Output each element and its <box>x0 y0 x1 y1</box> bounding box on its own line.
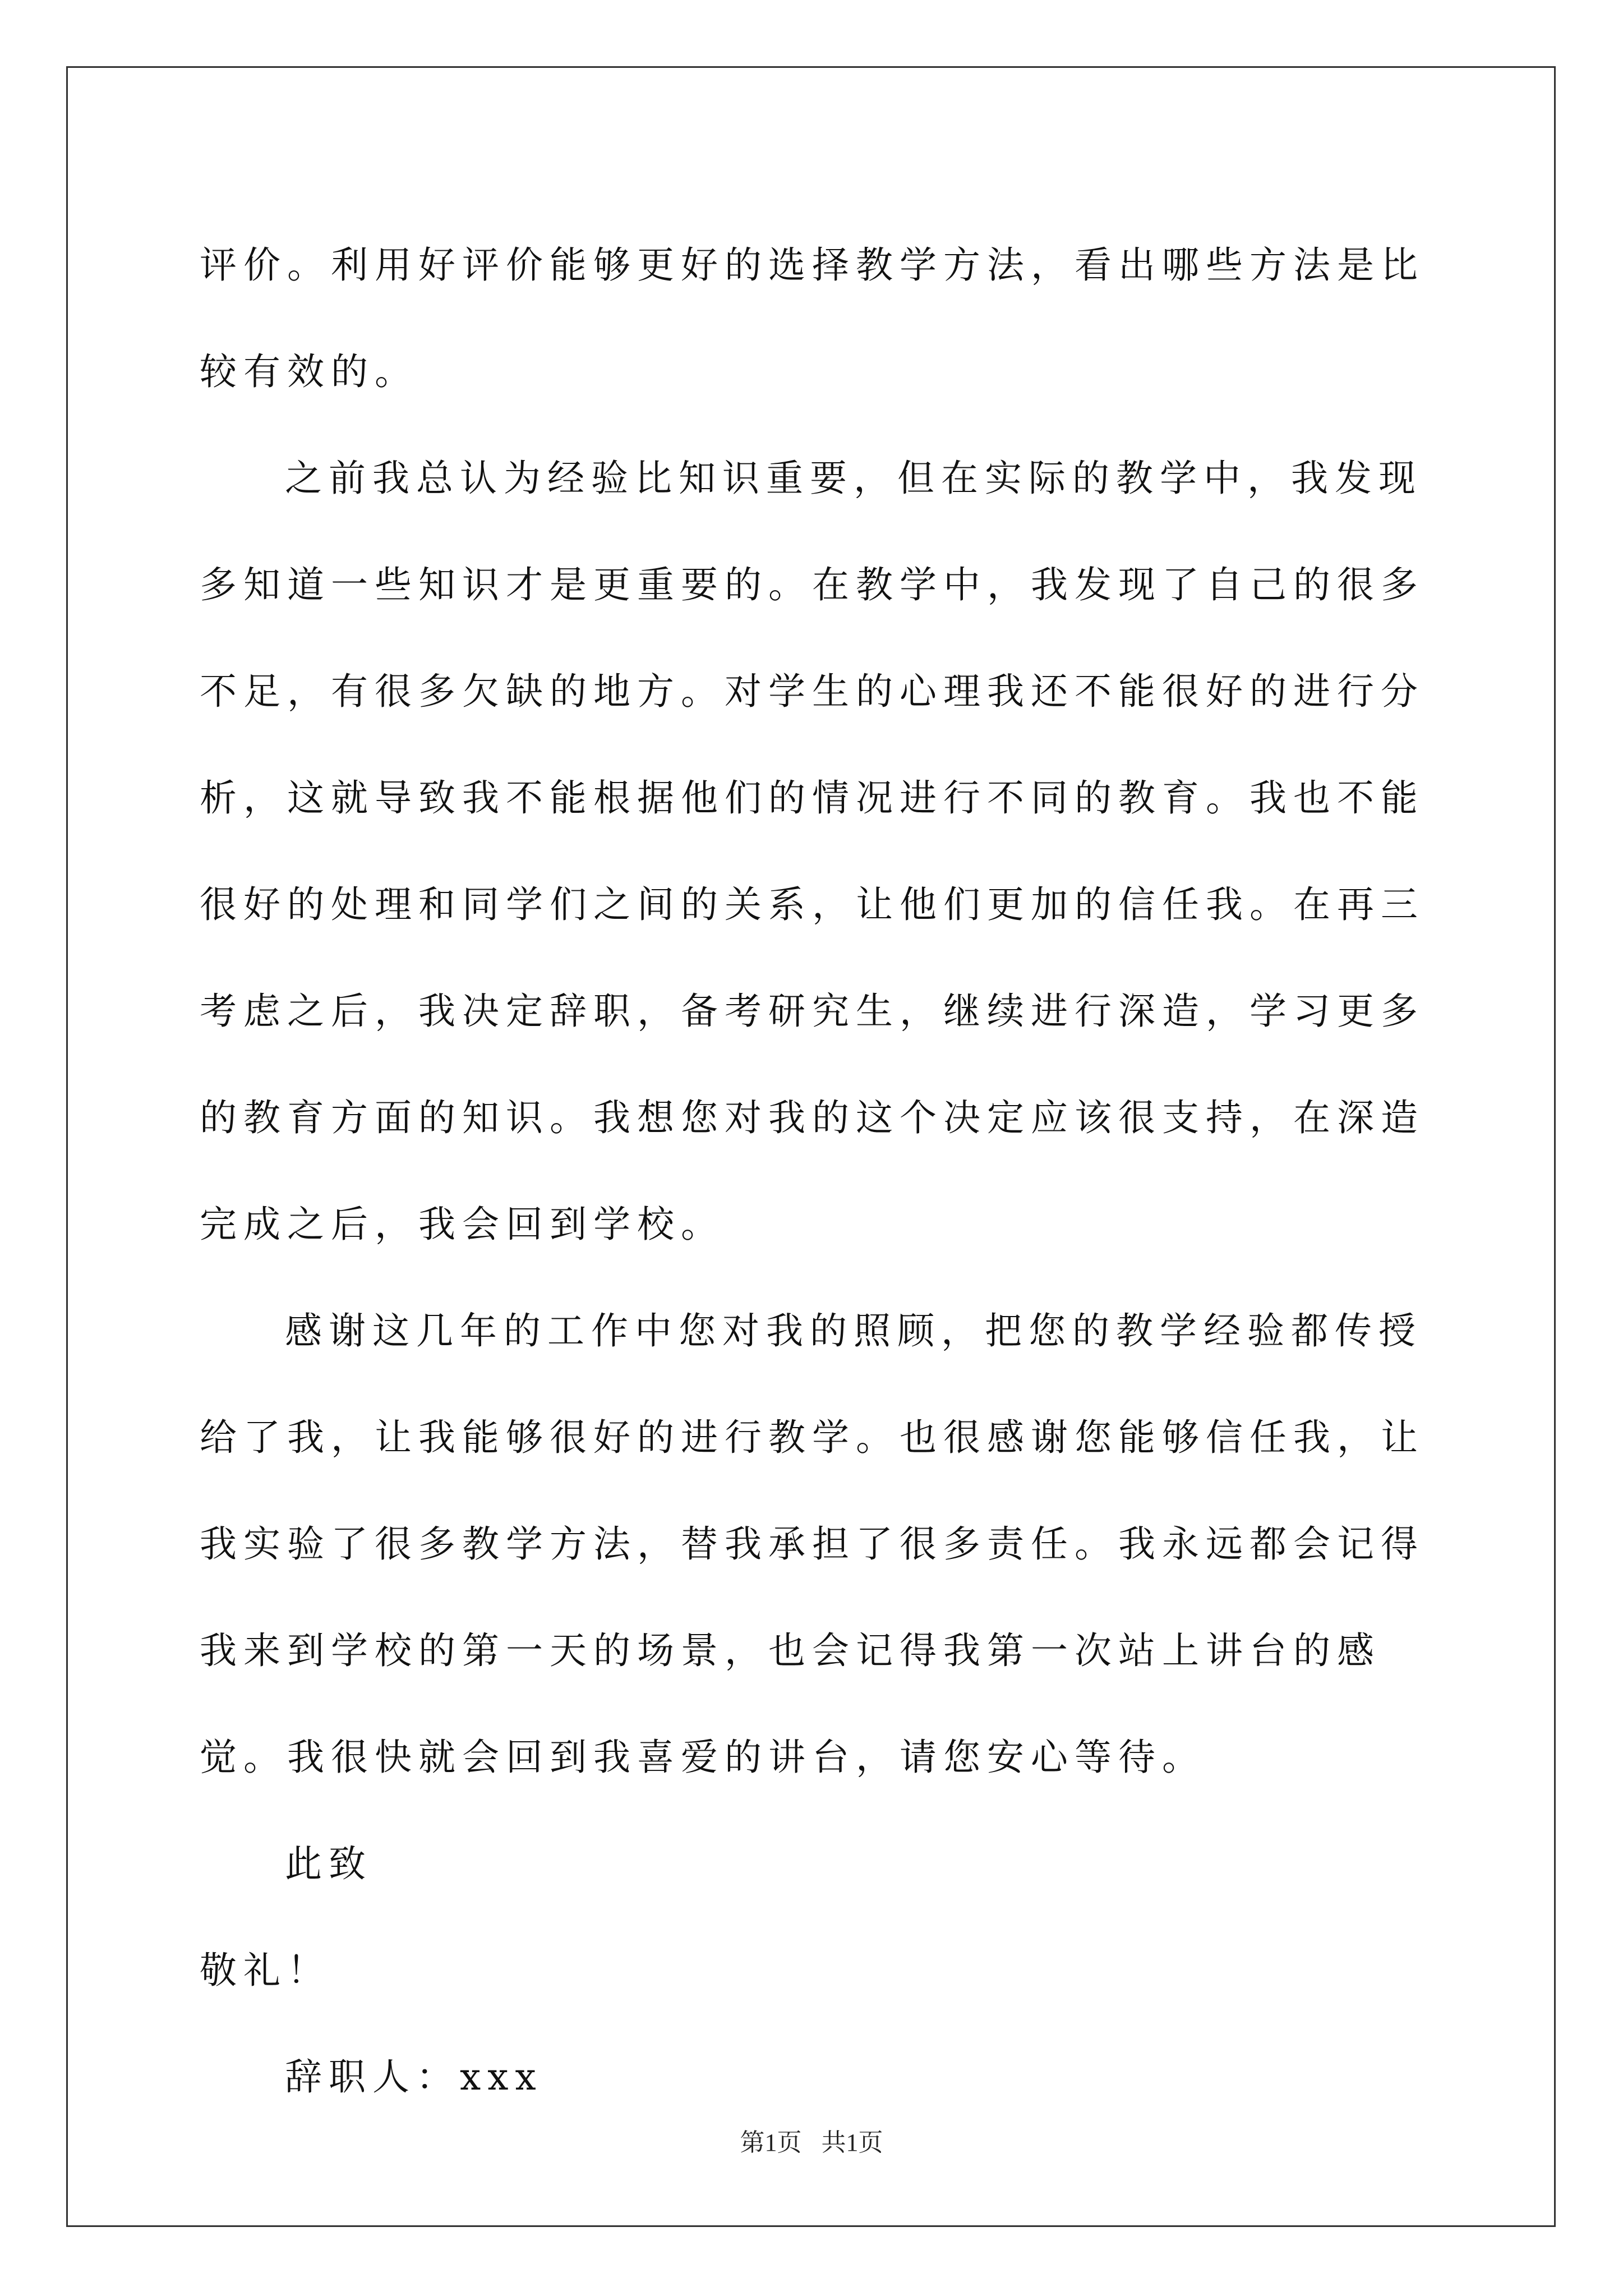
paragraph-3: 感谢这几年的工作中您对我的照顾，把您的教学经验都传授给了我，让我能够很好的进行教学。也很感谢您能够信任我，让我实验了很多教学方法，替我承担了很多责任。我永远都会记得我来到学校的第一天的场景，也会记得我第一次站上讲台的感觉。我很快就会回到我喜爱的讲台，请您安心等待。 <box>200 1309 1424 1779</box>
document-body <box>200 212 1433 2131</box>
page-number-total: 共1页 <box>821 2129 883 2156</box>
page-number-current: 第1页 <box>740 2129 802 2156</box>
salutation-line: 敬礼！ <box>200 1949 331 1992</box>
closing-line: 此致 <box>285 1842 372 1885</box>
page-footer <box>0 2126 1623 2160</box>
paragraph-2: 之前我总认为经验比知识重要，但在实际的教学中，我发现多知道一些知识才是更重要的。在教学中，我发现了自己的很多不足，有很多欠缺的地方。对学生的心理我还不能很好的进行分析，这就导致我不能根据他们的情况进行不同的教育。我也不能很好的处理和同学们之间的关系，让他们更加的信任我。在再三考虑之后，我决定辞职，备考研究生，继续进行深造，学习更多的教育方面的知识。我想您对我的这个决定应该很支持，在深造完成之后，我会回到学校。 <box>200 457 1424 1246</box>
paragraph-1: 评价。利用好评价能够更好的选择教学方法，看出哪些方法是比较有效的。 <box>200 243 1424 393</box>
signature-line: 辞职人：xxx <box>285 2055 543 2099</box>
